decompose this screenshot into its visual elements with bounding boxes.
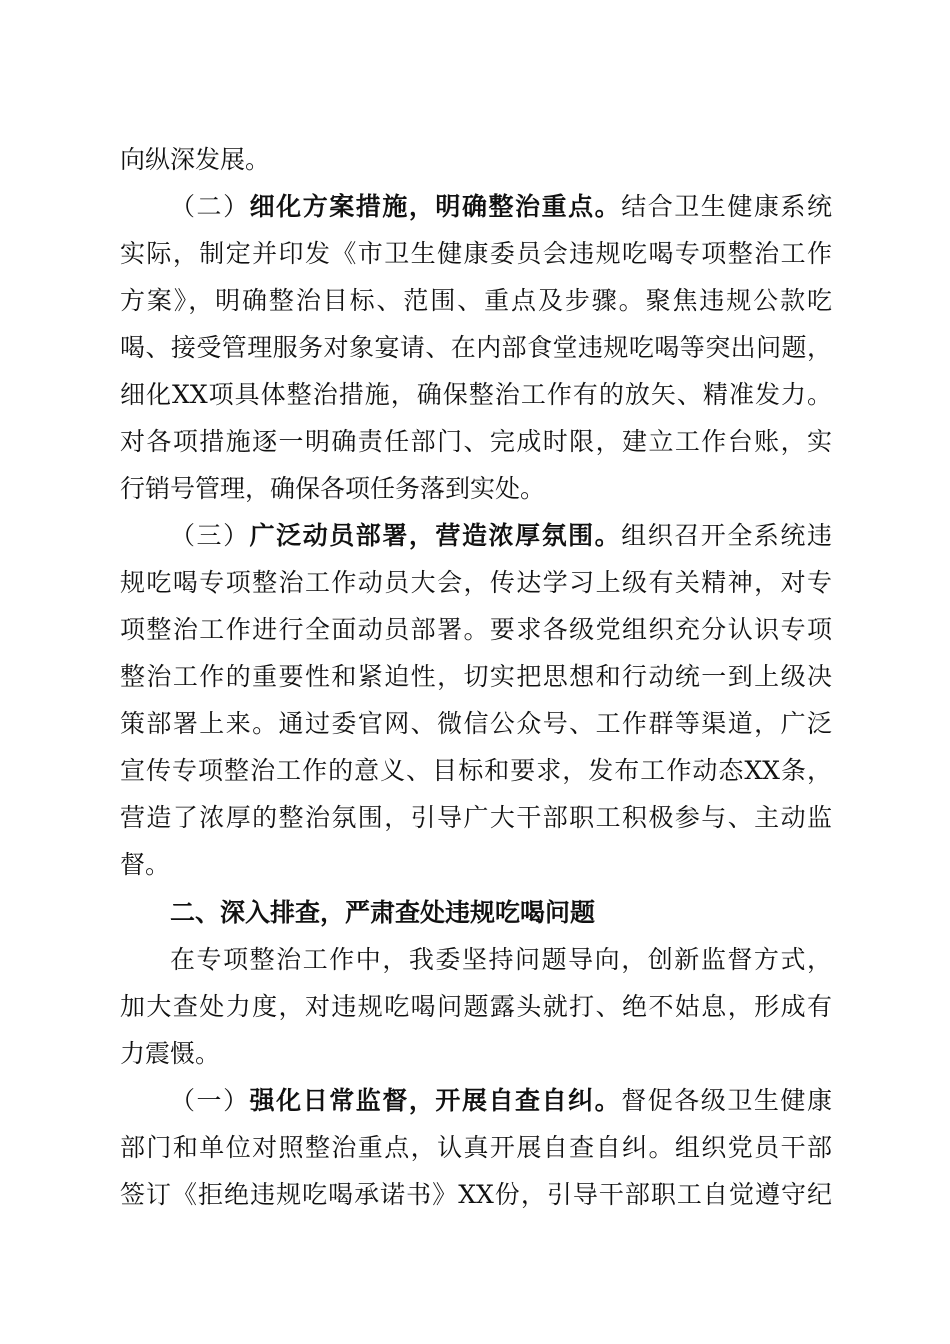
section-title: 广泛动员部署，营造浓厚氛围。 (249, 521, 622, 550)
text-span: 细化XX项具体整治措施，确保整治工作有的放矢、精准发力。 (120, 380, 832, 409)
text-line (120, 613, 832, 647)
section-title: 强化日常监督，开展自查自纠。 (249, 1086, 622, 1115)
text-span: 结合卫生健康系统 (621, 192, 832, 221)
text-span: 营造了浓厚的整治氛围，引导广大干部职工积极参与、主动监 (120, 803, 832, 832)
paragraph-start (170, 190, 832, 224)
text-span: 在专项整治工作中，我委坚持问题导向，创新监督方式， (170, 945, 832, 974)
text-span: 实际，制定并印发《市卫生健康委员会违规吃喝专项整治工作 (120, 239, 832, 268)
paragraph-start (170, 519, 832, 553)
text-span: 喝、接受管理服务对象宴请、在内部食堂违规吃喝等突出问题， (120, 333, 832, 362)
text-span: 加大查处力度，对违规吃喝问题露头就打、绝不姑息，形成有 (120, 992, 832, 1021)
text-line (120, 378, 832, 412)
text-span: 督。 (120, 850, 171, 879)
text-line (120, 990, 832, 1024)
text-span: 签订《拒绝违规吃喝承诺书》XX份，引导干部职工自觉遵守纪 (120, 1180, 832, 1209)
text-span: 部门和单位对照整治重点，认真开展自查自纠。组织党员干部 (120, 1133, 832, 1162)
section-marker: （二） (170, 192, 250, 221)
paragraph-start (170, 1084, 832, 1118)
section-heading (170, 896, 832, 930)
text-span: 方案》，明确整治目标、范围、重点及步骤。聚焦违规公款吃 (120, 286, 832, 315)
text-line (120, 801, 832, 835)
paragraph-start (170, 943, 832, 977)
text-line (120, 1131, 832, 1165)
heading-text: 二、深入排查，严肃查处违规吃喝问题 (170, 898, 596, 927)
section-marker: （一） (170, 1086, 250, 1115)
section-title: 细化方案措施，明确整治重点。 (249, 192, 622, 221)
text-line (120, 284, 832, 318)
text-line (120, 1037, 832, 1071)
text-span: 策部署上来。通过委官网、微信公众号、工作群等渠道，广泛 (120, 709, 832, 738)
text-span: 对各项措施逐一明确责任部门、完成时限，建立工作台账，实 (120, 427, 832, 456)
section-marker: （三） (170, 521, 250, 550)
text-line (120, 143, 832, 177)
text-line (120, 566, 832, 600)
text-line (120, 331, 832, 365)
text-line (120, 707, 832, 741)
text-span: 规吃喝专项整治工作动员大会，传达学习上级有关精神，对专 (120, 568, 832, 597)
text-span: 宣传专项整治工作的意义、目标和要求，发布工作动态XX条， (120, 756, 832, 785)
text-span: 项整治工作进行全面动员部署。要求各级党组织充分认识专项 (120, 615, 832, 644)
text-span: 组织召开全系统违 (621, 521, 832, 550)
text-span: 力震慑。 (120, 1039, 221, 1068)
text-span: 向纵深发展。 (120, 145, 271, 174)
text-line (120, 754, 832, 788)
text-span: 行销号管理，确保各项任务落到实处。 (120, 474, 546, 503)
text-line (120, 1178, 832, 1212)
text-line (120, 472, 832, 506)
text-span: 督促各级卫生健康 (621, 1086, 832, 1115)
text-line (120, 848, 832, 882)
text-line (120, 425, 832, 459)
text-span: 整治工作的重要性和紧迫性，切实把思想和行动统一到上级决 (120, 662, 832, 691)
text-line (120, 660, 832, 694)
text-line (120, 237, 832, 271)
